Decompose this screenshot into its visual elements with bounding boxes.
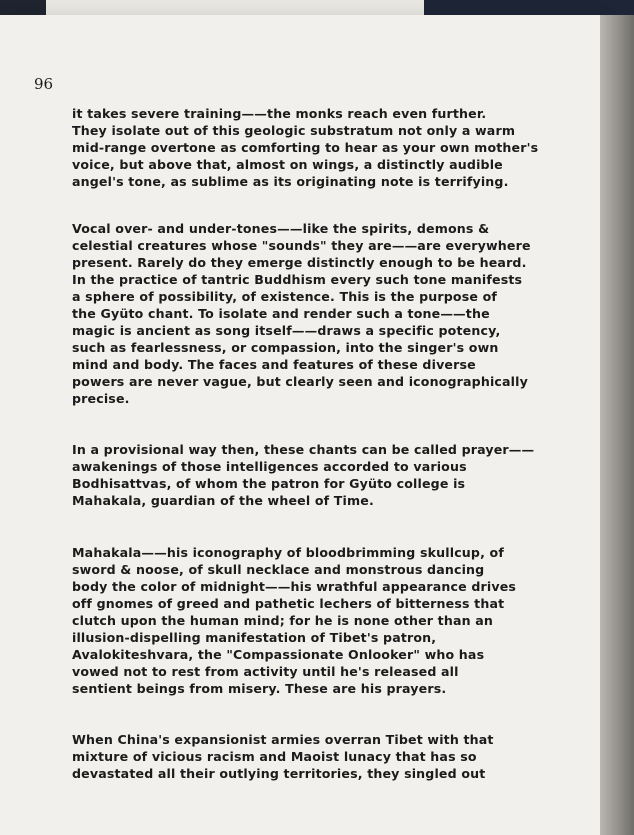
top-right-dark-band	[424, 0, 634, 15]
page-body-text	[72, 105, 597, 808]
paragraph-3: In a provisional way then, these chants can be called prayer—— awakenings of those intelligences accorded to various Bodhisattvas, of whom the patron for Gyüto college is Mahakala, guardian of the wheel of Time.	[72, 442, 535, 508]
top-left-dark-band	[0, 0, 46, 15]
top-edge-strip	[0, 0, 634, 15]
paragraph-1: it takes severe training——the monks reach even further. They isolate out of this geologic substratum not only a warm mid-range overtone as comforting to hear as your own mother's voice, but above that, almost on wings, a distinctly audible angel's tone, as sublime as its originating note is terrifying.	[72, 106, 539, 189]
paragraph-5: When China's expansionist armies overran Tibet with that mixture of vicious racism and Maoist lunacy that has so devastated all their outlying territories, they singled out	[72, 732, 494, 781]
page-edge-shadow	[600, 15, 634, 835]
page-number: 96	[34, 75, 54, 93]
book-page	[0, 15, 600, 835]
paragraph-4: Mahakala——his iconography of bloodbrimming skullcup, of sword & noose, of skull necklace and monstrous dancing body the color of midnight——his wrathful appearance drives off gnomes of greed and pathetic lechers of bitterness that clutch upon the human mind; for he is none other than an illusion-dispelling manifestation of Tibet's patron, Avalokiteshvara, the "Compassionate Onlooker" who has vowed not to rest from activity until he's released all sentient beings from misery. These are his prayers.	[72, 545, 517, 696]
paragraph-2: Vocal over- and under-tones——like the spirits, demons & celestial creatures whose "sounds" they are——are everywhere present. Rarely do they emerge distinctly enough to be heard. In the practice of tantric Buddhism every such tone manifests a sphere of possibility, of existence. This is the purpose of the Gyüto chant. To isolate and render such a tone——the magic is ancient as song itself——draws a specific potency, such as fearlessness, or compassion, into the singer's own mind and body. The faces and features of these diverse powers are never vague, but clearly seen and iconographically precise.	[72, 221, 531, 406]
